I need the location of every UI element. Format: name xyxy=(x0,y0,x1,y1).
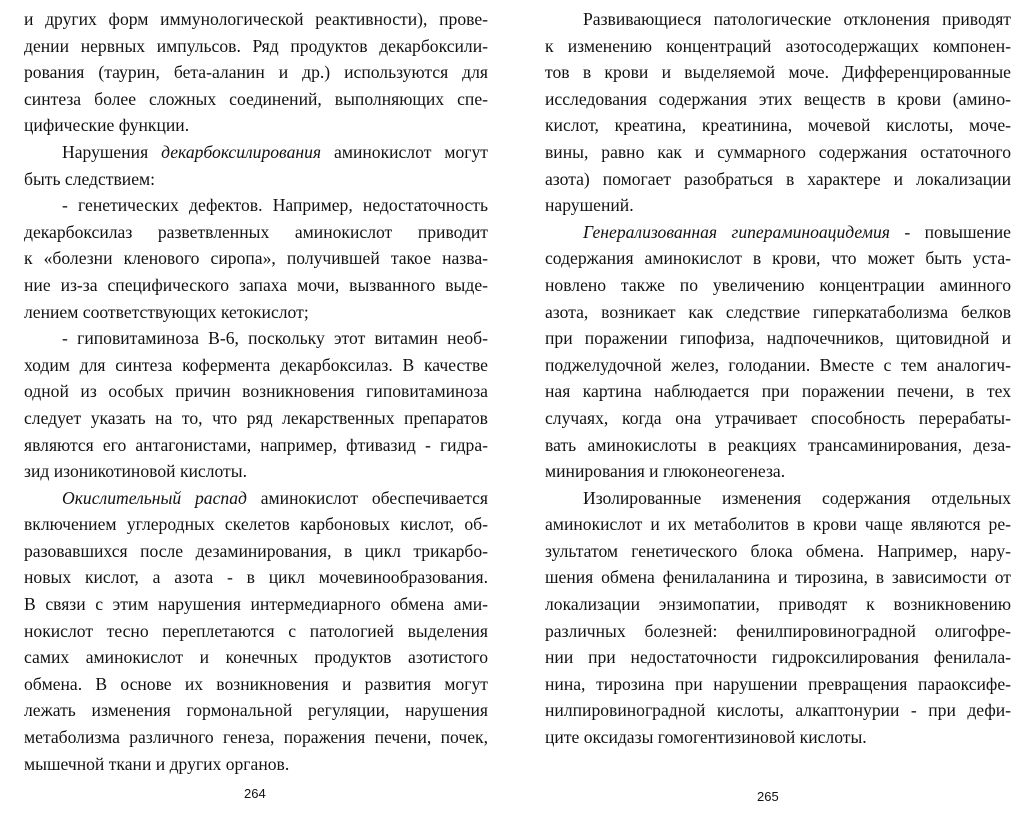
italic-term: Окислительный распад xyxy=(62,487,247,508)
text-line: нии при недостаточности гидроксилирования фенилала- xyxy=(545,647,1011,668)
text-line xyxy=(545,219,1011,246)
text-line: следует указать на то, что ряд лекарственных препаратов xyxy=(24,407,488,428)
text-line: ние из-за специфического запаха мочи, вызванного выде- xyxy=(24,274,488,295)
text-line: Изолированные изменения содержания отдельных xyxy=(583,487,1011,508)
text-line: при поражении гипофиза, надпочечников, щитовидной и xyxy=(545,328,1011,349)
text-run: Нарушения xyxy=(62,141,162,162)
text-line: являются его антагонистами, например, фтивазид - гидра- xyxy=(24,434,488,455)
text-line: одной из особых причин возникновения гиповитаминоза xyxy=(24,381,488,402)
text-line: вать аминокислоты в реакциях трансаминирования, деза- xyxy=(545,434,1011,455)
text-line: минирования и глюконеогенеза. xyxy=(545,461,786,482)
text-run: аминокислот могут xyxy=(321,141,488,162)
text-line: рования (таурин, бета-аланин и др.) используются для xyxy=(24,62,488,83)
left-page xyxy=(24,6,488,777)
text-line: зид изоникотиновой кислоты. xyxy=(24,461,247,482)
text-line: метаболизма различного генеза, поражения печени, почек, xyxy=(24,727,488,748)
text-line: быть следствием: xyxy=(24,168,156,189)
text-run: - повышение xyxy=(889,221,1011,242)
text-line: ците оксидазы гомогентизиновой кислоты. xyxy=(545,727,867,748)
text-line: вины, равно как и суммарного содержания остаточного xyxy=(545,141,1011,162)
text-line: азота) помогает разобраться в характере и локализации xyxy=(545,168,1011,189)
text-line: зультатом генетического блока обмена. Например, нару- xyxy=(545,540,1011,561)
page-number: 265 xyxy=(757,789,779,804)
text-line: ная картина наблюдается при поражении печени, в тех xyxy=(545,381,1011,402)
italic-term: декарбоксилирования xyxy=(161,141,322,162)
text-line: самих аминокислот и конечных продуктов азотистого xyxy=(24,647,488,668)
text-line: нокислот тесно переплетаются с патологией выделения xyxy=(24,620,488,641)
text-line: различных болезней: фенилпировиноградной олигофре- xyxy=(545,620,1011,641)
text-line: нилпировиноградной кислоты, алкаптонурии - при дефи- xyxy=(545,700,1011,721)
text-line: тов в крови и выделяемой моче. Дифференцированные xyxy=(545,62,1011,83)
text-line: аминокислот и их метаболитов в крови чаще являются ре- xyxy=(545,514,1011,535)
text-line: нарушений. xyxy=(545,195,634,216)
text-line: к изменению концентраций азотосодержащих компонен- xyxy=(545,35,1011,56)
text-line: цифические функции. xyxy=(24,115,190,136)
text-line: лением соответствующих кетокислот; xyxy=(24,301,309,322)
italic-term: Генерализованная гипераминоацидемия xyxy=(583,221,890,242)
text-line: В связи с этим нарушения интермедиарного обмена ами- xyxy=(24,594,488,615)
text-line: шения обмена фенилаланина и тирозина, в зависимости от xyxy=(545,567,1011,588)
text-line: локализации энзимопатии, приводят к возникновению xyxy=(545,594,1011,615)
text-line: обмена. В основе их возникновения и развития могут xyxy=(24,673,488,694)
right-page xyxy=(545,6,1011,751)
text-line: декарбоксилаз разветвленных аминокислот приводит xyxy=(24,221,488,242)
text-line: кислот, креатина, креатинина, мочевой кислоты, моче- xyxy=(545,115,1011,136)
text-line: нина, тирозина при нарушении превращения параоксифе- xyxy=(545,673,1011,694)
text-line xyxy=(24,485,488,512)
text-line: - гиповитаминоза В-6, поскольку этот витамин необ- xyxy=(62,328,488,349)
text-line: включением углеродных скелетов карбоновых кислот, об- xyxy=(24,514,488,535)
text-line: Развивающиеся патологические отклонения приводят xyxy=(583,9,1011,29)
page-number: 264 xyxy=(244,786,266,801)
text-line: азота, возникает как следствие гиперкатаболизма белков xyxy=(545,301,1011,322)
text-line: - генетических дефектов. Например, недостаточность xyxy=(62,195,488,216)
text-line: лежать изменения гормональной регуляции, нарушения xyxy=(24,700,488,721)
text-line: разовавшихся после дезаминирования, в цикл трикарбо- xyxy=(24,540,488,561)
text-line: к «болезни кленового сиропа», получившей такое назва- xyxy=(24,248,488,269)
text-run: аминокислот обеспечивается xyxy=(246,487,488,508)
text-line: новых кислот, а азота - в цикл мочевинообразования. xyxy=(24,567,488,588)
text-line: исследования содержания этих веществ в крови (амино- xyxy=(545,88,1011,109)
text-line: содержания аминокислот в крови, что может быть уста- xyxy=(545,248,1011,269)
text-line: ходим для синтеза кофермента декарбоксилаз. В качестве xyxy=(24,354,488,375)
text-line: мышечной ткани и других органов. xyxy=(24,753,290,774)
text-line: случаях, когда она утрачивает способность перерабаты- xyxy=(545,407,1011,428)
text-line: дении нервных импульсов. Ряд продуктов декарбоксили- xyxy=(24,35,488,56)
text-line: новлено также по увеличению концентрации аминного xyxy=(545,274,1011,295)
text-line xyxy=(24,139,488,166)
text-line: поджелудочной желез, голодании. Вместе с тем аналогич- xyxy=(545,354,1011,375)
text-line: синтеза более сложных соединений, выполняющих спе- xyxy=(24,88,488,109)
text-line: и других форм иммунологической реактивности), прове- xyxy=(24,9,488,29)
